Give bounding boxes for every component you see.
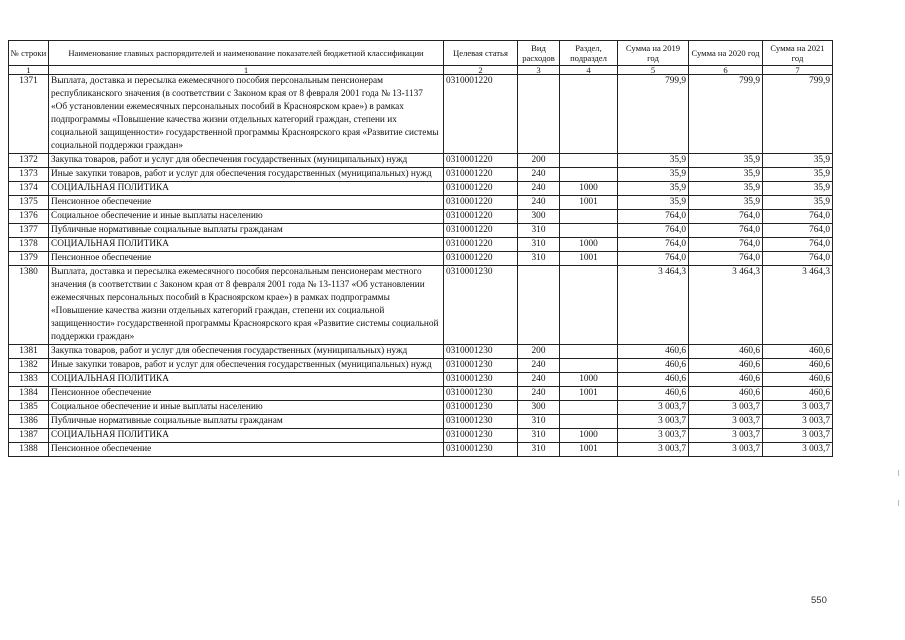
table-row [9,210,833,224]
row-sum-2020: 35,9 [689,182,763,196]
table-row [9,359,833,373]
row-section [560,345,618,359]
header-target-article: Целевая статья [444,41,518,66]
column-index: 4 [560,66,618,75]
row-section [560,75,618,154]
row-sum-2019: 764,0 [618,210,689,224]
row-name: Публичные нормативные социальные выплаты гражданам [49,224,444,238]
row-number: 1372 [9,154,49,168]
row-name: Пенсионное обеспечение [49,252,444,266]
row-number: 1383 [9,373,49,387]
row-target-article: 0310001230 [444,443,518,457]
row-sum-2020: 764,0 [689,224,763,238]
table-row [9,75,833,154]
row-sum-2021: 35,9 [763,154,833,168]
table-row [9,252,833,266]
row-expense-kind: 240 [518,196,560,210]
row-sum-2021: 3 464,3 [763,266,833,345]
row-target-article: 0310001230 [444,345,518,359]
table-row [9,238,833,252]
budget-table [8,40,833,457]
row-name: Социальное обеспечение и иные выплаты населению [49,401,444,415]
row-sum-2020: 764,0 [689,238,763,252]
row-sum-2021: 460,6 [763,359,833,373]
row-sum-2020: 460,6 [689,373,763,387]
row-section [560,168,618,182]
row-section: 1001 [560,252,618,266]
row-number: 1380 [9,266,49,345]
row-target-article: 0310001220 [444,196,518,210]
row-section [560,359,618,373]
table-row [9,345,833,359]
row-name: Социальное обеспечение и иные выплаты населению [49,210,444,224]
table-body [9,75,833,457]
row-sum-2020: 3 464,3 [689,266,763,345]
row-target-article: 0310001230 [444,359,518,373]
row-section: 1000 [560,373,618,387]
row-sum-2021: 3 003,7 [763,429,833,443]
row-number: 1381 [9,345,49,359]
row-sum-2021: 764,0 [763,224,833,238]
header-sum-2019: Сумма на 2019 год [618,41,689,66]
row-expense-kind: 300 [518,210,560,224]
row-number: 1385 [9,401,49,415]
row-number: 1375 [9,196,49,210]
row-expense-kind: 240 [518,168,560,182]
row-sum-2019: 764,0 [618,238,689,252]
row-sum-2020: 3 003,7 [689,415,763,429]
row-sum-2019: 3 003,7 [618,443,689,457]
row-target-article: 0310001220 [444,75,518,154]
row-sum-2021: 3 003,7 [763,415,833,429]
row-name: Выплата, доставка и пересылка ежемесячного пособия персональным пенсионерам республиканского значения (в соответствии с Законом края от 8 февраля 2001 года № 13-1137 «Об установлении ежемесячных персональных пособий в Красноярском крае») в рамках подпрограммы «Повышение качества жизни отдельных категорий граждан, степени их социальной защищенности» государственной программы Красноярского края «Развитие системы социальной поддержки граждан» [49,75,444,154]
column-index: 5 [618,66,689,75]
row-number: 1378 [9,238,49,252]
row-sum-2019: 460,6 [618,387,689,401]
row-sum-2019: 3 003,7 [618,415,689,429]
row-sum-2020: 35,9 [689,154,763,168]
row-number: 1384 [9,387,49,401]
row-sum-2021: 35,9 [763,168,833,182]
row-section [560,401,618,415]
row-sum-2020: 764,0 [689,210,763,224]
table-row [9,443,833,457]
row-sum-2020: 460,6 [689,359,763,373]
row-expense-kind: 310 [518,415,560,429]
row-sum-2019: 460,6 [618,373,689,387]
row-sum-2020: 764,0 [689,252,763,266]
row-section: 1000 [560,238,618,252]
row-name: Закупка товаров, работ и услуг для обеспечения государственных (муниципальных) нужд [49,345,444,359]
column-index-row [9,66,833,75]
row-name: СОЦИАЛЬНАЯ ПОЛИТИКА [49,373,444,387]
row-section: 1000 [560,182,618,196]
row-sum-2021: 764,0 [763,210,833,224]
row-sum-2021: 799,9 [763,75,833,154]
row-sum-2021: 3 003,7 [763,401,833,415]
row-number: 1374 [9,182,49,196]
row-number: 1388 [9,443,49,457]
row-section [560,210,618,224]
row-sum-2020: 460,6 [689,387,763,401]
row-section [560,415,618,429]
scan-edge-mark [898,470,899,476]
row-sum-2020: 35,9 [689,196,763,210]
column-index: 2 [444,66,518,75]
table-row [9,196,833,210]
row-sum-2019: 764,0 [618,224,689,238]
row-sum-2020: 3 003,7 [689,443,763,457]
row-sum-2019: 35,9 [618,168,689,182]
row-expense-kind: 310 [518,252,560,266]
row-sum-2019: 799,9 [618,75,689,154]
table-row [9,154,833,168]
row-name: Пенсионное обеспечение [49,196,444,210]
row-expense-kind [518,75,560,154]
row-number: 1382 [9,359,49,373]
column-index: 7 [763,66,833,75]
table-row [9,373,833,387]
table-row [9,415,833,429]
row-name: Выплата, доставка и пересылка ежемесячного пособия персональным пенсионерам местного значения (в соответствии с Законом края от 8 февраля 2001 года № 13-1137 «Об установлении ежемесячных персональных пособий в Красноярском крае») в рамках подпрограммы «Повышение качества жизни отдельных категорий граждан, степени их социальной защищенности» государственной программы Красноярского края «Развитие системы социальной поддержки граждан» [49,266,444,345]
scan-edge-mark [898,500,899,506]
row-target-article: 0310001220 [444,238,518,252]
row-target-article: 0310001230 [444,387,518,401]
row-sum-2020: 460,6 [689,345,763,359]
column-index: 6 [689,66,763,75]
header-section: Раздел, подраздел [560,41,618,66]
row-sum-2021: 764,0 [763,252,833,266]
column-index: 1 [49,66,444,75]
row-target-article: 0310001230 [444,429,518,443]
row-name: Иные закупки товаров, работ и услуг для обеспечения государственных (муниципальных) нужд [49,359,444,373]
row-sum-2021: 460,6 [763,345,833,359]
column-index: 3 [518,66,560,75]
row-sum-2019: 3 464,3 [618,266,689,345]
table-row [9,182,833,196]
row-sum-2019: 3 003,7 [618,401,689,415]
row-name: СОЦИАЛЬНАЯ ПОЛИТИКА [49,429,444,443]
row-target-article: 0310001230 [444,401,518,415]
row-name: Пенсионное обеспечение [49,443,444,457]
row-sum-2019: 460,6 [618,345,689,359]
row-name: СОЦИАЛЬНАЯ ПОЛИТИКА [49,182,444,196]
row-section [560,266,618,345]
table-row [9,401,833,415]
row-expense-kind: 240 [518,182,560,196]
row-target-article: 0310001230 [444,373,518,387]
row-target-article: 0310001220 [444,182,518,196]
header-row-number: № строки [9,41,49,66]
row-sum-2019: 460,6 [618,359,689,373]
row-name: Публичные нормативные социальные выплаты гражданам [49,415,444,429]
header-sum-2021: Сумма на 2021 год [763,41,833,66]
row-section: 1001 [560,387,618,401]
page-number: 550 [811,595,827,606]
row-sum-2021: 764,0 [763,238,833,252]
row-sum-2019: 764,0 [618,252,689,266]
row-section: 1000 [560,429,618,443]
row-expense-kind: 240 [518,359,560,373]
row-number: 1376 [9,210,49,224]
table-row [9,266,833,345]
row-sum-2019: 35,9 [618,182,689,196]
row-expense-kind [518,266,560,345]
row-target-article: 0310001230 [444,266,518,345]
row-expense-kind: 310 [518,224,560,238]
row-expense-kind: 310 [518,238,560,252]
table-row [9,429,833,443]
row-number: 1379 [9,252,49,266]
row-target-article: 0310001220 [444,210,518,224]
row-sum-2019: 35,9 [618,196,689,210]
row-sum-2021: 460,6 [763,373,833,387]
row-number: 1386 [9,415,49,429]
table-header [9,41,833,75]
row-number: 1373 [9,168,49,182]
row-section: 1001 [560,196,618,210]
header-expense-kind: Вид расходов [518,41,560,66]
row-sum-2021: 460,6 [763,387,833,401]
row-name: Закупка товаров, работ и услуг для обеспечения государственных (муниципальных) нужд [49,154,444,168]
row-expense-kind: 200 [518,154,560,168]
column-index: 1 [9,66,49,75]
row-sum-2020: 3 003,7 [689,401,763,415]
row-expense-kind: 300 [518,401,560,415]
row-number: 1377 [9,224,49,238]
row-target-article: 0310001230 [444,415,518,429]
row-target-article: 0310001220 [444,154,518,168]
row-sum-2021: 35,9 [763,196,833,210]
row-expense-kind: 310 [518,443,560,457]
row-section [560,154,618,168]
row-sum-2020: 799,9 [689,75,763,154]
row-sum-2020: 35,9 [689,168,763,182]
row-section: 1001 [560,443,618,457]
table-row [9,168,833,182]
table-row [9,387,833,401]
row-number: 1371 [9,75,49,154]
row-target-article: 0310001220 [444,224,518,238]
row-expense-kind: 310 [518,429,560,443]
row-sum-2021: 3 003,7 [763,443,833,457]
row-expense-kind: 240 [518,373,560,387]
row-section [560,224,618,238]
row-number: 1387 [9,429,49,443]
row-sum-2021: 35,9 [763,182,833,196]
row-sum-2019: 3 003,7 [618,429,689,443]
row-expense-kind: 200 [518,345,560,359]
row-expense-kind: 240 [518,387,560,401]
row-target-article: 0310001220 [444,168,518,182]
row-name: Иные закупки товаров, работ и услуг для обеспечения государственных (муниципальных) нужд [49,168,444,182]
table-row [9,224,833,238]
row-target-article: 0310001220 [444,252,518,266]
header-sum-2020: Сумма на 2020 год [689,41,763,66]
header-name: Наименование главных распорядителей и наименование показателей бюджетной классификации [49,41,444,66]
row-name: СОЦИАЛЬНАЯ ПОЛИТИКА [49,238,444,252]
row-name: Пенсионное обеспечение [49,387,444,401]
row-sum-2020: 3 003,7 [689,429,763,443]
row-sum-2019: 35,9 [618,154,689,168]
